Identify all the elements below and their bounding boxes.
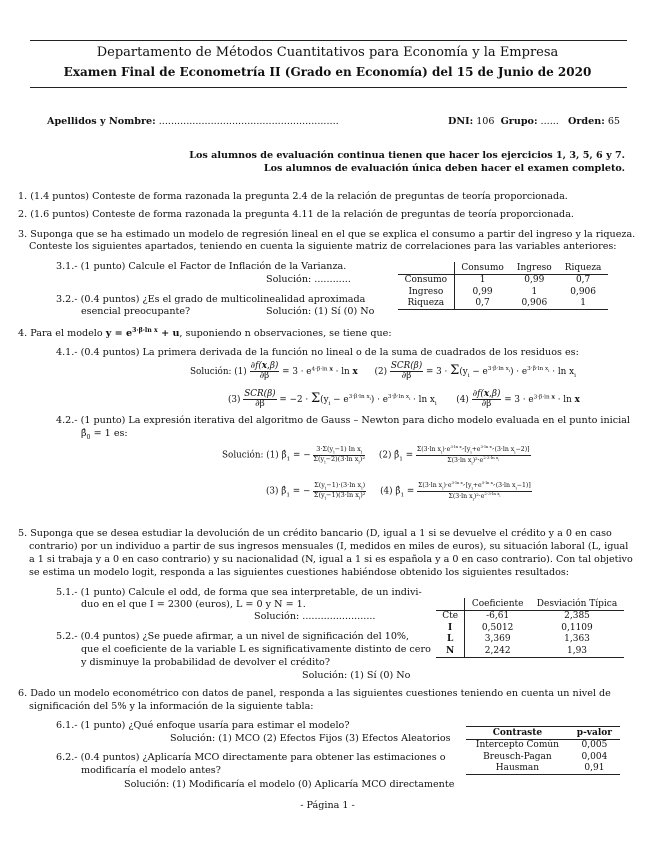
table-cell: L	[446, 634, 454, 645]
header-department: Departamento de Métodos Cuantitativos para Economía y la Empresa	[96, 45, 559, 60]
table-header: Coeficiente	[465, 598, 530, 610]
question-4-intro-a: 4. Para el modelo	[18, 328, 103, 340]
question-4-2-line2-tail: = 1 es:	[93, 428, 128, 439]
table-row	[436, 622, 624, 634]
table-row	[398, 274, 608, 286]
table-cell: Intercepto Común	[475, 740, 559, 751]
question-5-line1: 5. Suponga que se desea estudiar la devolución de un crédito bancario (D, igual a 1 si se devuelve el crédito y a 0 en caso	[18, 528, 612, 539]
q4-2-options-row2: (3) $\betâ_1$ = − $\frac{\Sigma(y_i-1)\cdot(3\cdot\ln x_i)}{\Sigma(y_i-1)(3\cdot\ln x_i)^2}$ (4) $\betâ_1$ = $\frac{\Sigma(3\cdot\ln x_i)\cdot e^{3\cdot ln x_i}\cdot[y_i+e^{3\cdot ln x_i}\cdot(3\cdot\ln x_i-1)]}{\Sigma(3\cdot\ln x_i)^2\cdot e^{2\cdot 3\cdot ln x_i}}$	[266, 480, 531, 501]
table-cell: 2,385	[564, 611, 590, 622]
table-cell: Hausman	[466, 763, 569, 775]
table-cell: 0,99	[454, 286, 510, 298]
question-5-1-line1: 5.1.- (1 punto) Calcule el odd, de forma que sea interpretable, de un indivi-	[56, 587, 422, 598]
table-cell: Cte	[442, 611, 459, 622]
solution-label: Solución:	[222, 450, 264, 461]
table-cell: 1	[558, 298, 608, 310]
logit-results-table	[436, 598, 624, 658]
header-exam-title: Examen Final de Econometría II (Grado en Economía) del 15 de Junio de 2020	[63, 65, 592, 79]
notice-single: Los alumnos de evaluación única deben hacer el examen completo.	[263, 163, 625, 174]
beta-hat-symbol: β̂	[81, 428, 87, 439]
table-cell: Riqueza	[398, 298, 454, 310]
table-cell: N	[436, 645, 465, 657]
table-cell: 3,369	[465, 634, 530, 646]
grupo-value: ......	[540, 116, 559, 127]
question-6-line1: 6. Dado un modelo econométrico con datos de panel, responda a las siguientes cuestiones teniendo en cuenta un nivel de	[18, 688, 611, 699]
grupo-label: Grupo:	[500, 116, 538, 127]
question-5-line4: se estima un modelo logit, responda a las siguientes cuestiones habiéndose obtenido los siguientes resultados:	[29, 567, 570, 578]
panel-tests-table	[466, 726, 620, 775]
table-header-row	[398, 262, 608, 274]
table-row	[466, 751, 620, 763]
top-rule	[30, 40, 627, 41]
table-cell: 1,363	[564, 634, 590, 645]
q4-1-options-row1: Solución: (1) $\frac{\partial f(x,\beta)}{\partial\beta}$ = $3 \cdot e^{4\cdot\beta\cdot ln x} \cdot \ln x$ (2) $\frac{\text{SCR(β)}}{\partial\beta}$ = $3 \cdot \Sigma(y_i - e^{3\cdot\beta\cdot ln x_i}) \cdot e^{3\cdot\beta\cdot ln x_i} \cdot \ln x_i$	[190, 361, 576, 382]
question-5-2-line1: 5.2.- (0.4 puntos) ¿Se puede afirmar, a un nivel de significación del 10%,	[56, 631, 410, 642]
orden-label: Orden:	[568, 116, 605, 127]
model-y: y = e	[105, 328, 133, 340]
table-cell: 0,004	[581, 751, 608, 762]
question-5-2-line3: y disminuye la probabilidad de devolver el crédito?	[81, 657, 330, 668]
table-cell: 0,1109	[561, 622, 593, 633]
question-3-1-solution: Solución: ............	[266, 274, 351, 285]
table-cell: 0,906	[510, 298, 558, 310]
question-5-line3: a 1 si trabaja y a 0 en caso contrario) y su nacionalidad (N, igual a 1 si es española y a 0 en caso contrario). Con tal objetivo	[29, 554, 633, 565]
table-cell: 1	[531, 286, 538, 297]
solution-label: Solución:	[190, 367, 232, 378]
table-row	[436, 645, 624, 657]
table-header: Ingreso	[510, 262, 558, 274]
model-tail: + u	[161, 328, 180, 340]
model-exponent: 3·β·ln x	[132, 327, 158, 334]
question-5-2-solution: Solución: (1) Sí (0) No	[302, 670, 411, 681]
table-row	[466, 763, 620, 775]
question-1: 1. (1.4 puntos) Conteste de forma razonada la pregunta 2.4 de la relación de preguntas de teoría proporcionada.	[18, 191, 568, 202]
table-cell: I	[448, 622, 453, 633]
question-3-1: 3.1.- (1 punto) Calcule el Factor de Inflación de la Varianza.	[56, 261, 347, 272]
question-6-2-line2: modificaría el modelo antes?	[81, 765, 221, 776]
table-cell: 0,7	[454, 298, 510, 310]
table-header: Desviación Típica	[530, 598, 624, 610]
table-row	[398, 286, 608, 298]
question-6-2-solution: Solución: (1) Modificaría el modelo (0) Aplicaría MCO directamente	[124, 779, 455, 790]
question-4-2-line1: 4.2.- (1 punto) La expresión iterativa del algoritmo de Gauss – Newton para dicho modelo evaluada en el punto inicial	[56, 415, 630, 426]
question-3-2-line1: 3.2.- (0.4 puntos) ¿Es el grado de multicolinealidad aproximada	[56, 294, 366, 305]
table-cell: -6,61	[465, 610, 530, 622]
student-ids	[448, 116, 620, 127]
orden-value: 65	[607, 116, 621, 127]
table-cell: 0,99	[524, 275, 545, 286]
table-header-row	[436, 598, 624, 610]
question-3-line2: Conteste los siguientes apartados, teniendo en cuenta la siguiente matriz de correlaciones para las variables anteriores:	[29, 241, 617, 252]
question-3-line1: 3. Suponga que se ha estimado un modelo de regresión lineal en el que se explica el consumo a partir del ingreso y la riqueza.	[18, 229, 636, 240]
page-number: - Página 1 -	[300, 800, 355, 811]
table-cell: 2,242	[465, 645, 530, 657]
question-5-2-line2: que el coeficiente de la variable L es significativamente distinto de cero	[81, 644, 431, 655]
question-5-line2: contrario) por un individuo a partir de sus ingresos mensuales (I, medidos en miles de euros), su situación laboral (L, igual	[29, 541, 629, 552]
table-cell: 1	[454, 274, 510, 286]
table-header	[398, 262, 454, 274]
table-cell: Consumo	[404, 275, 448, 286]
table-row	[398, 298, 608, 310]
question-4-intro	[18, 327, 392, 339]
question-3-2-solution: Solución: (1) Sí (0) No	[266, 306, 375, 317]
dni-value: 106	[476, 116, 495, 127]
table-cell: 1,93	[530, 645, 624, 657]
dni-label: DNI:	[448, 116, 474, 127]
table-row	[436, 634, 624, 646]
question-4-intro-b: , suponiendo n observaciones, se tiene que:	[179, 328, 392, 340]
table-row	[436, 610, 624, 622]
table-row	[466, 739, 620, 751]
model-formula	[106, 328, 180, 339]
question-4-2-line2: $\betâ_0 = 1$ es:	[81, 428, 128, 441]
student-info-line	[47, 116, 339, 127]
table-cell: 0,5012	[465, 622, 530, 634]
notice-continuous: Los alumnos de evaluación continua tienen que hacer los ejercicios 1, 3, 5, 6 y 7.	[189, 150, 625, 161]
table-header: Riqueza	[558, 262, 608, 274]
table-header: Consumo	[454, 262, 510, 274]
correlation-table	[398, 262, 608, 310]
table-cell: 0,906	[570, 286, 596, 297]
table-header: Contraste	[466, 727, 569, 740]
name-field[interactable]: ...........................................................	[158, 116, 339, 127]
question-6-1-solution: Solución: (1) MCO (2) Efectos Fijos (3) Efectos Aleatorios	[170, 733, 451, 744]
table-header	[436, 598, 465, 610]
question-6-line2: significación del 5% y la información de la siguiente tabla:	[29, 701, 314, 712]
table-cell: Breusch-Pagan	[483, 751, 552, 762]
question-3-2-line2: esencial preocupante?	[81, 306, 191, 317]
table-header: p-valor	[569, 727, 620, 740]
question-5-1-line2: duo en el que I = 2300 (euros), L = 0 y N = 1.	[81, 599, 306, 610]
table-cell: 0,005	[581, 740, 608, 751]
question-6-1: 6.1.- (1 punto) ¿Qué enfoque usaría para estimar el modelo?	[56, 720, 350, 731]
header-rule	[30, 87, 627, 88]
table-cell: 0,7	[575, 275, 591, 286]
name-label: Apellidos y Nombre:	[47, 116, 156, 127]
table-cell: 0,91	[569, 763, 620, 775]
question-5-1-solution: Solución: ........................	[254, 611, 376, 622]
question-4-1: 4.1.- (0.4 puntos) La primera derivada de la función no lineal o de la suma de cuadrados de los residuos es:	[56, 347, 579, 358]
table-cell: Ingreso	[408, 286, 444, 297]
table-header-row	[466, 727, 620, 740]
q4-1-options-row2: (3) $\frac{\text{SCR(β)}}{\partial\beta}$ = $-2 \cdot \Sigma(y_i - e^{3\cdot\beta\cdot ln x_i}) \cdot e^{3\cdot\beta\cdot ln x_i} \cdot \ln x_i$ (4) $\frac{\partial f(x,\beta)}{\partial\beta}$ = $3 \cdot e^{3\cdot\beta\cdot ln x} \cdot \ln x$	[228, 389, 580, 410]
question-6-2-line1: 6.2.- (0.4 puntos) ¿Aplicaría MCO directamente para obtener las estimaciones o	[56, 752, 446, 763]
q4-2-options-row1: Solución: (1) $\betâ_1$ = − $\frac{3\cdot\Sigma(y_i-1) \ln x_i}{\Sigma(y_i-2)(3\cdot\ln x_i)^2}$ (2) $\betâ_1$ = $\frac{\Sigma(3\cdot\ln x_i)\cdot e^{3\cdot ln x_i}\cdot[y_i+e^{3\cdot ln x_i}\cdot(3\cdot\ln x_i-2)]}{\Sigma(3\cdot\ln x_i)^2\cdot e^{2\cdot 3\cdot ln x_i}}$	[222, 444, 530, 465]
question-2: 2. (1.6 puntos) Conteste de forma razonada la pregunta 4.11 de la relación de preguntas de teoría proporcionada.	[18, 209, 574, 220]
